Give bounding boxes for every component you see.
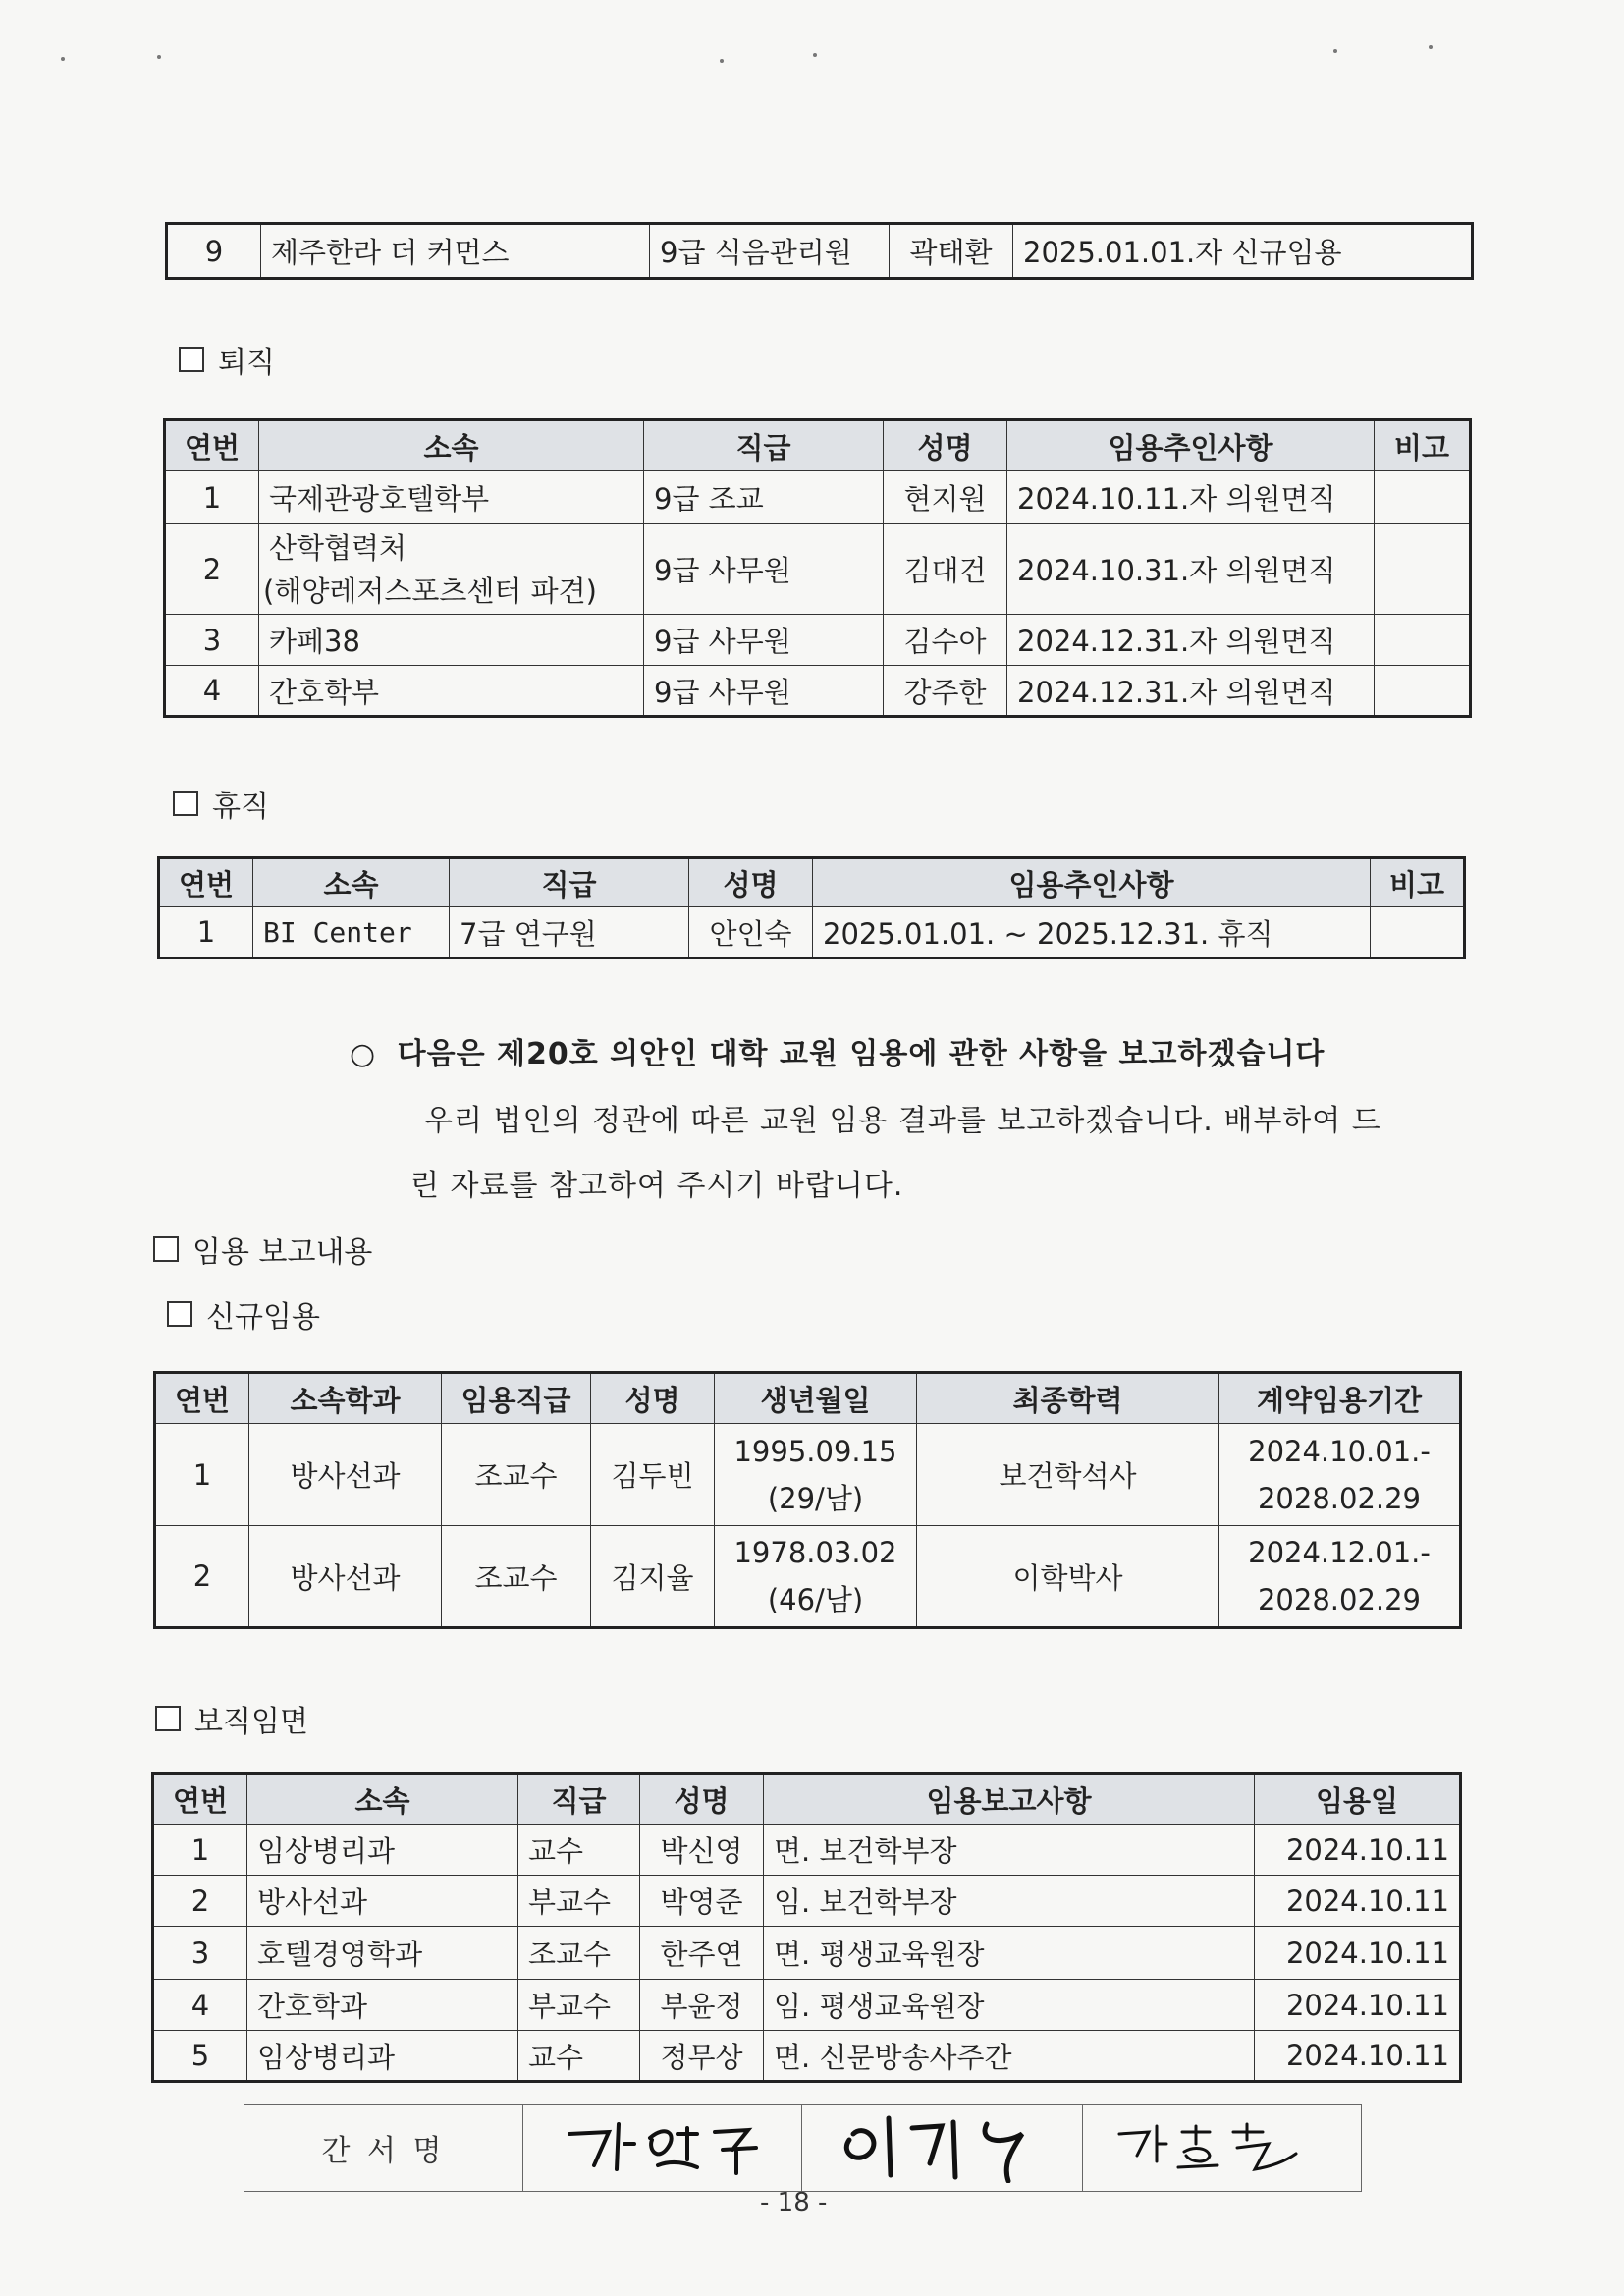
new-hire-heading: 신규임용 xyxy=(167,1292,320,1336)
header-note: 비고 xyxy=(1375,420,1471,471)
header-dept: 소속 xyxy=(259,420,644,471)
table-row xyxy=(153,1927,1461,1980)
cell-education: 보건학석사 xyxy=(917,1424,1219,1526)
cell-note xyxy=(1375,615,1471,666)
cell-no: 5 xyxy=(153,2031,247,2082)
header-dept: 소속 xyxy=(253,858,450,907)
cell-name: 박영준 xyxy=(640,1876,764,1927)
header-dept: 소속 xyxy=(247,1774,518,1825)
cell-birth xyxy=(715,1424,917,1526)
table-row xyxy=(155,1424,1461,1526)
cell-dept: 제주한라 더 커먼스 xyxy=(261,224,650,279)
header-grade: 직급 xyxy=(644,420,884,471)
checkbox-square-icon xyxy=(167,1301,192,1327)
checkbox-square-icon xyxy=(179,347,204,372)
cell-note xyxy=(1375,666,1471,717)
signature-table xyxy=(244,2104,1362,2192)
cell-name: 안인숙 xyxy=(689,907,813,958)
checkbox-square-icon xyxy=(155,1706,181,1731)
cell-date: 2024.10.11 xyxy=(1255,2031,1461,2082)
table-row xyxy=(167,224,1473,279)
header-dept: 소속학과 xyxy=(249,1373,442,1424)
cell-period xyxy=(1219,1424,1461,1526)
cell-no: 2 xyxy=(153,1876,247,1927)
cell-detail: 임. 평생교육원장 xyxy=(764,1980,1255,2031)
resign-table xyxy=(163,418,1472,718)
header-grade: 직급 xyxy=(450,858,689,907)
table-row xyxy=(155,1526,1461,1628)
cell-grade: 9급 사무원 xyxy=(644,666,884,717)
cell-detail: 2024.12.31.자 의원면직 xyxy=(1007,615,1375,666)
handwritten-signature-1 xyxy=(540,2105,785,2183)
cell-period-end: 2028.02.29 xyxy=(1257,1583,1422,1616)
table-row xyxy=(153,2031,1461,2082)
header-name: 성명 xyxy=(689,858,813,907)
cell-detail: 면. 보건학부장 xyxy=(764,1825,1255,1876)
table-row xyxy=(153,1876,1461,1927)
header-name: 성명 xyxy=(591,1373,715,1424)
cell-dept: 임상병리과 xyxy=(247,1825,518,1876)
cell-no: 9 xyxy=(167,224,261,279)
table-row xyxy=(165,524,1471,615)
cell-note xyxy=(1380,224,1473,279)
header-no: 연번 xyxy=(153,1774,247,1825)
cell-birth xyxy=(715,1526,917,1628)
cell-date: 2024.10.11 xyxy=(1255,1876,1461,1927)
table-row xyxy=(153,1825,1461,1876)
cell-grade: 교수 xyxy=(518,2031,640,2082)
cell-no: 4 xyxy=(165,666,259,717)
cell-grade: 9급 사무원 xyxy=(644,524,884,615)
cell-no: 3 xyxy=(153,1927,247,1980)
cell-grade: 조교수 xyxy=(442,1526,591,1628)
cell-grade: 조교수 xyxy=(442,1424,591,1526)
cell-detail: 2025.01.01. ~ 2025.12.31. 휴직 xyxy=(813,907,1371,958)
cell-period-start: 2024.12.01.- xyxy=(1248,1536,1431,1569)
leave-heading: 휴직 xyxy=(173,782,269,825)
cell-name: 박신영 xyxy=(640,1825,764,1876)
agenda-body-line1: 우리 법인의 정관에 따른 교원 임용 결과를 보고하겠습니다. 배부하여 드 xyxy=(424,1104,1381,1138)
checkbox-square-icon xyxy=(173,791,198,816)
cell-detail: 2025.01.01.자 신규임용 xyxy=(1013,224,1380,279)
cell-grade: 9급 조교 xyxy=(644,471,884,524)
cell-dept: 임상병리과 xyxy=(247,2031,518,2082)
header-note: 비고 xyxy=(1371,858,1465,907)
cell-dept: 방사선과 xyxy=(249,1526,442,1628)
cell-detail: 임. 보건학부장 xyxy=(764,1876,1255,1927)
cell-note xyxy=(1371,907,1465,958)
page-number: - 18 - xyxy=(760,2188,828,2217)
cell-name: 김지율 xyxy=(591,1526,715,1628)
signature-2 xyxy=(802,2105,1083,2192)
cell-dept: 방사선과 xyxy=(247,1876,518,1927)
cell-no: 1 xyxy=(165,471,259,524)
table-row xyxy=(159,907,1465,958)
table-header-row xyxy=(155,1373,1461,1424)
cell-dept-line1: 산학협력처 xyxy=(269,530,407,565)
cell-grade: 교수 xyxy=(518,1825,640,1876)
cell-period-start: 2024.10.01.- xyxy=(1248,1434,1431,1468)
cell-name: 곽태환 xyxy=(890,224,1013,279)
table-row xyxy=(165,471,1471,524)
report-heading: 임용 보고내용 xyxy=(153,1228,372,1271)
header-no: 연번 xyxy=(159,858,253,907)
circle-bullet-icon: ○ xyxy=(350,1037,377,1071)
cell-grade: 7급 연구원 xyxy=(450,907,689,958)
checkbox-square-icon xyxy=(153,1236,179,1262)
table-header-row xyxy=(165,420,1471,471)
header-no: 연번 xyxy=(165,420,259,471)
cell-dept: 카페38 xyxy=(259,615,644,666)
leave-table xyxy=(157,856,1466,959)
cell-period-end: 2028.02.29 xyxy=(1257,1481,1422,1515)
cell-name: 현지원 xyxy=(884,471,1007,524)
header-period: 계약임용기간 xyxy=(1219,1373,1461,1424)
cell-birth-age: (46/남) xyxy=(767,1583,864,1616)
header-no: 연번 xyxy=(155,1373,249,1424)
cell-grade: 조교수 xyxy=(518,1927,640,1980)
cell-grade: 부교수 xyxy=(518,1980,640,2031)
agenda-title: ○ 다음은 제20호 의안인 대학 교원 임용에 관한 사항을 보고하겠습니다 xyxy=(350,1037,1326,1071)
table-header-row xyxy=(159,858,1465,907)
cell-period xyxy=(1219,1526,1461,1628)
cell-dept: 방사선과 xyxy=(249,1424,442,1526)
new-hire-table xyxy=(153,1371,1462,1629)
cell-grade: 9급 식음관리원 xyxy=(650,224,890,279)
cell-birth-date: 1995.09.15 xyxy=(733,1434,897,1468)
cell-detail: 면. 평생교육원장 xyxy=(764,1927,1255,1980)
header-name: 성명 xyxy=(640,1774,764,1825)
cell-grade: 부교수 xyxy=(518,1876,640,1927)
cell-name: 김수아 xyxy=(884,615,1007,666)
agenda-body-line2: 린 자료를 참고하여 주시기 바랍니다. xyxy=(410,1169,904,1203)
handwritten-signature-3 xyxy=(1100,2105,1345,2183)
cell-note xyxy=(1375,471,1471,524)
cell-date: 2024.10.11 xyxy=(1255,1980,1461,2031)
cell-name: 정무상 xyxy=(640,2031,764,2082)
header-detail: 임용추인사항 xyxy=(1007,420,1375,471)
cell-detail: 2024.10.31.자 의원면직 xyxy=(1007,524,1375,615)
cell-dept: 국제관광호텔학부 xyxy=(259,471,644,524)
cell-no: 3 xyxy=(165,615,259,666)
cell-name: 강주한 xyxy=(884,666,1007,717)
signature-1 xyxy=(523,2105,802,2192)
header-education: 최종학력 xyxy=(917,1373,1219,1424)
handwritten-signature-2 xyxy=(820,2105,1065,2183)
cell-no: 2 xyxy=(155,1526,249,1628)
cell-detail: 면. 신문방송사주간 xyxy=(764,2031,1255,2082)
cell-dept xyxy=(259,524,644,615)
table-row xyxy=(165,615,1471,666)
table-row xyxy=(165,666,1471,717)
cell-birth-date: 1978.03.02 xyxy=(733,1536,897,1569)
resign-heading: 퇴직 xyxy=(179,338,275,381)
cell-dept: 호텔경영학과 xyxy=(247,1927,518,1980)
cell-dept-line2: (해양레저스포츠센터 파견) xyxy=(263,574,598,608)
cell-detail: 2024.10.11.자 의원면직 xyxy=(1007,471,1375,524)
cell-no: 4 xyxy=(153,1980,247,2031)
cell-birth-age: (29/남) xyxy=(767,1481,864,1515)
cell-grade: 9급 사무원 xyxy=(644,615,884,666)
header-detail: 임용추인사항 xyxy=(813,858,1371,907)
cell-note xyxy=(1375,524,1471,615)
posts-heading: 보직임면 xyxy=(155,1697,308,1740)
cell-no: 2 xyxy=(165,524,259,615)
table-row xyxy=(153,1980,1461,2031)
cell-name: 김대건 xyxy=(884,524,1007,615)
top-staff-table xyxy=(165,222,1474,280)
header-date: 임용일 xyxy=(1255,1774,1461,1825)
header-grade: 임용직급 xyxy=(442,1373,591,1424)
signature-3 xyxy=(1083,2105,1362,2192)
header-detail: 임용보고사항 xyxy=(764,1774,1255,1825)
cell-dept: 간호학과 xyxy=(247,1980,518,2031)
cell-education: 이학박사 xyxy=(917,1526,1219,1628)
cell-date: 2024.10.11 xyxy=(1255,1825,1461,1876)
cell-date: 2024.10.11 xyxy=(1255,1927,1461,1980)
header-birth: 생년월일 xyxy=(715,1373,917,1424)
cell-no: 1 xyxy=(155,1424,249,1526)
cell-name: 김두빈 xyxy=(591,1424,715,1526)
table-header-row xyxy=(153,1774,1461,1825)
header-grade: 직급 xyxy=(518,1774,640,1825)
posts-table xyxy=(151,1772,1462,2083)
cell-dept: BI Center xyxy=(253,907,450,958)
cell-name: 부윤정 xyxy=(640,1980,764,2031)
cell-no: 1 xyxy=(159,907,253,958)
cell-detail: 2024.12.31.자 의원면직 xyxy=(1007,666,1375,717)
header-name: 성명 xyxy=(884,420,1007,471)
cell-name: 한주연 xyxy=(640,1927,764,1980)
cell-no: 1 xyxy=(153,1825,247,1876)
cell-dept: 간호학부 xyxy=(259,666,644,717)
signature-label: 간 서 명 xyxy=(244,2105,523,2192)
